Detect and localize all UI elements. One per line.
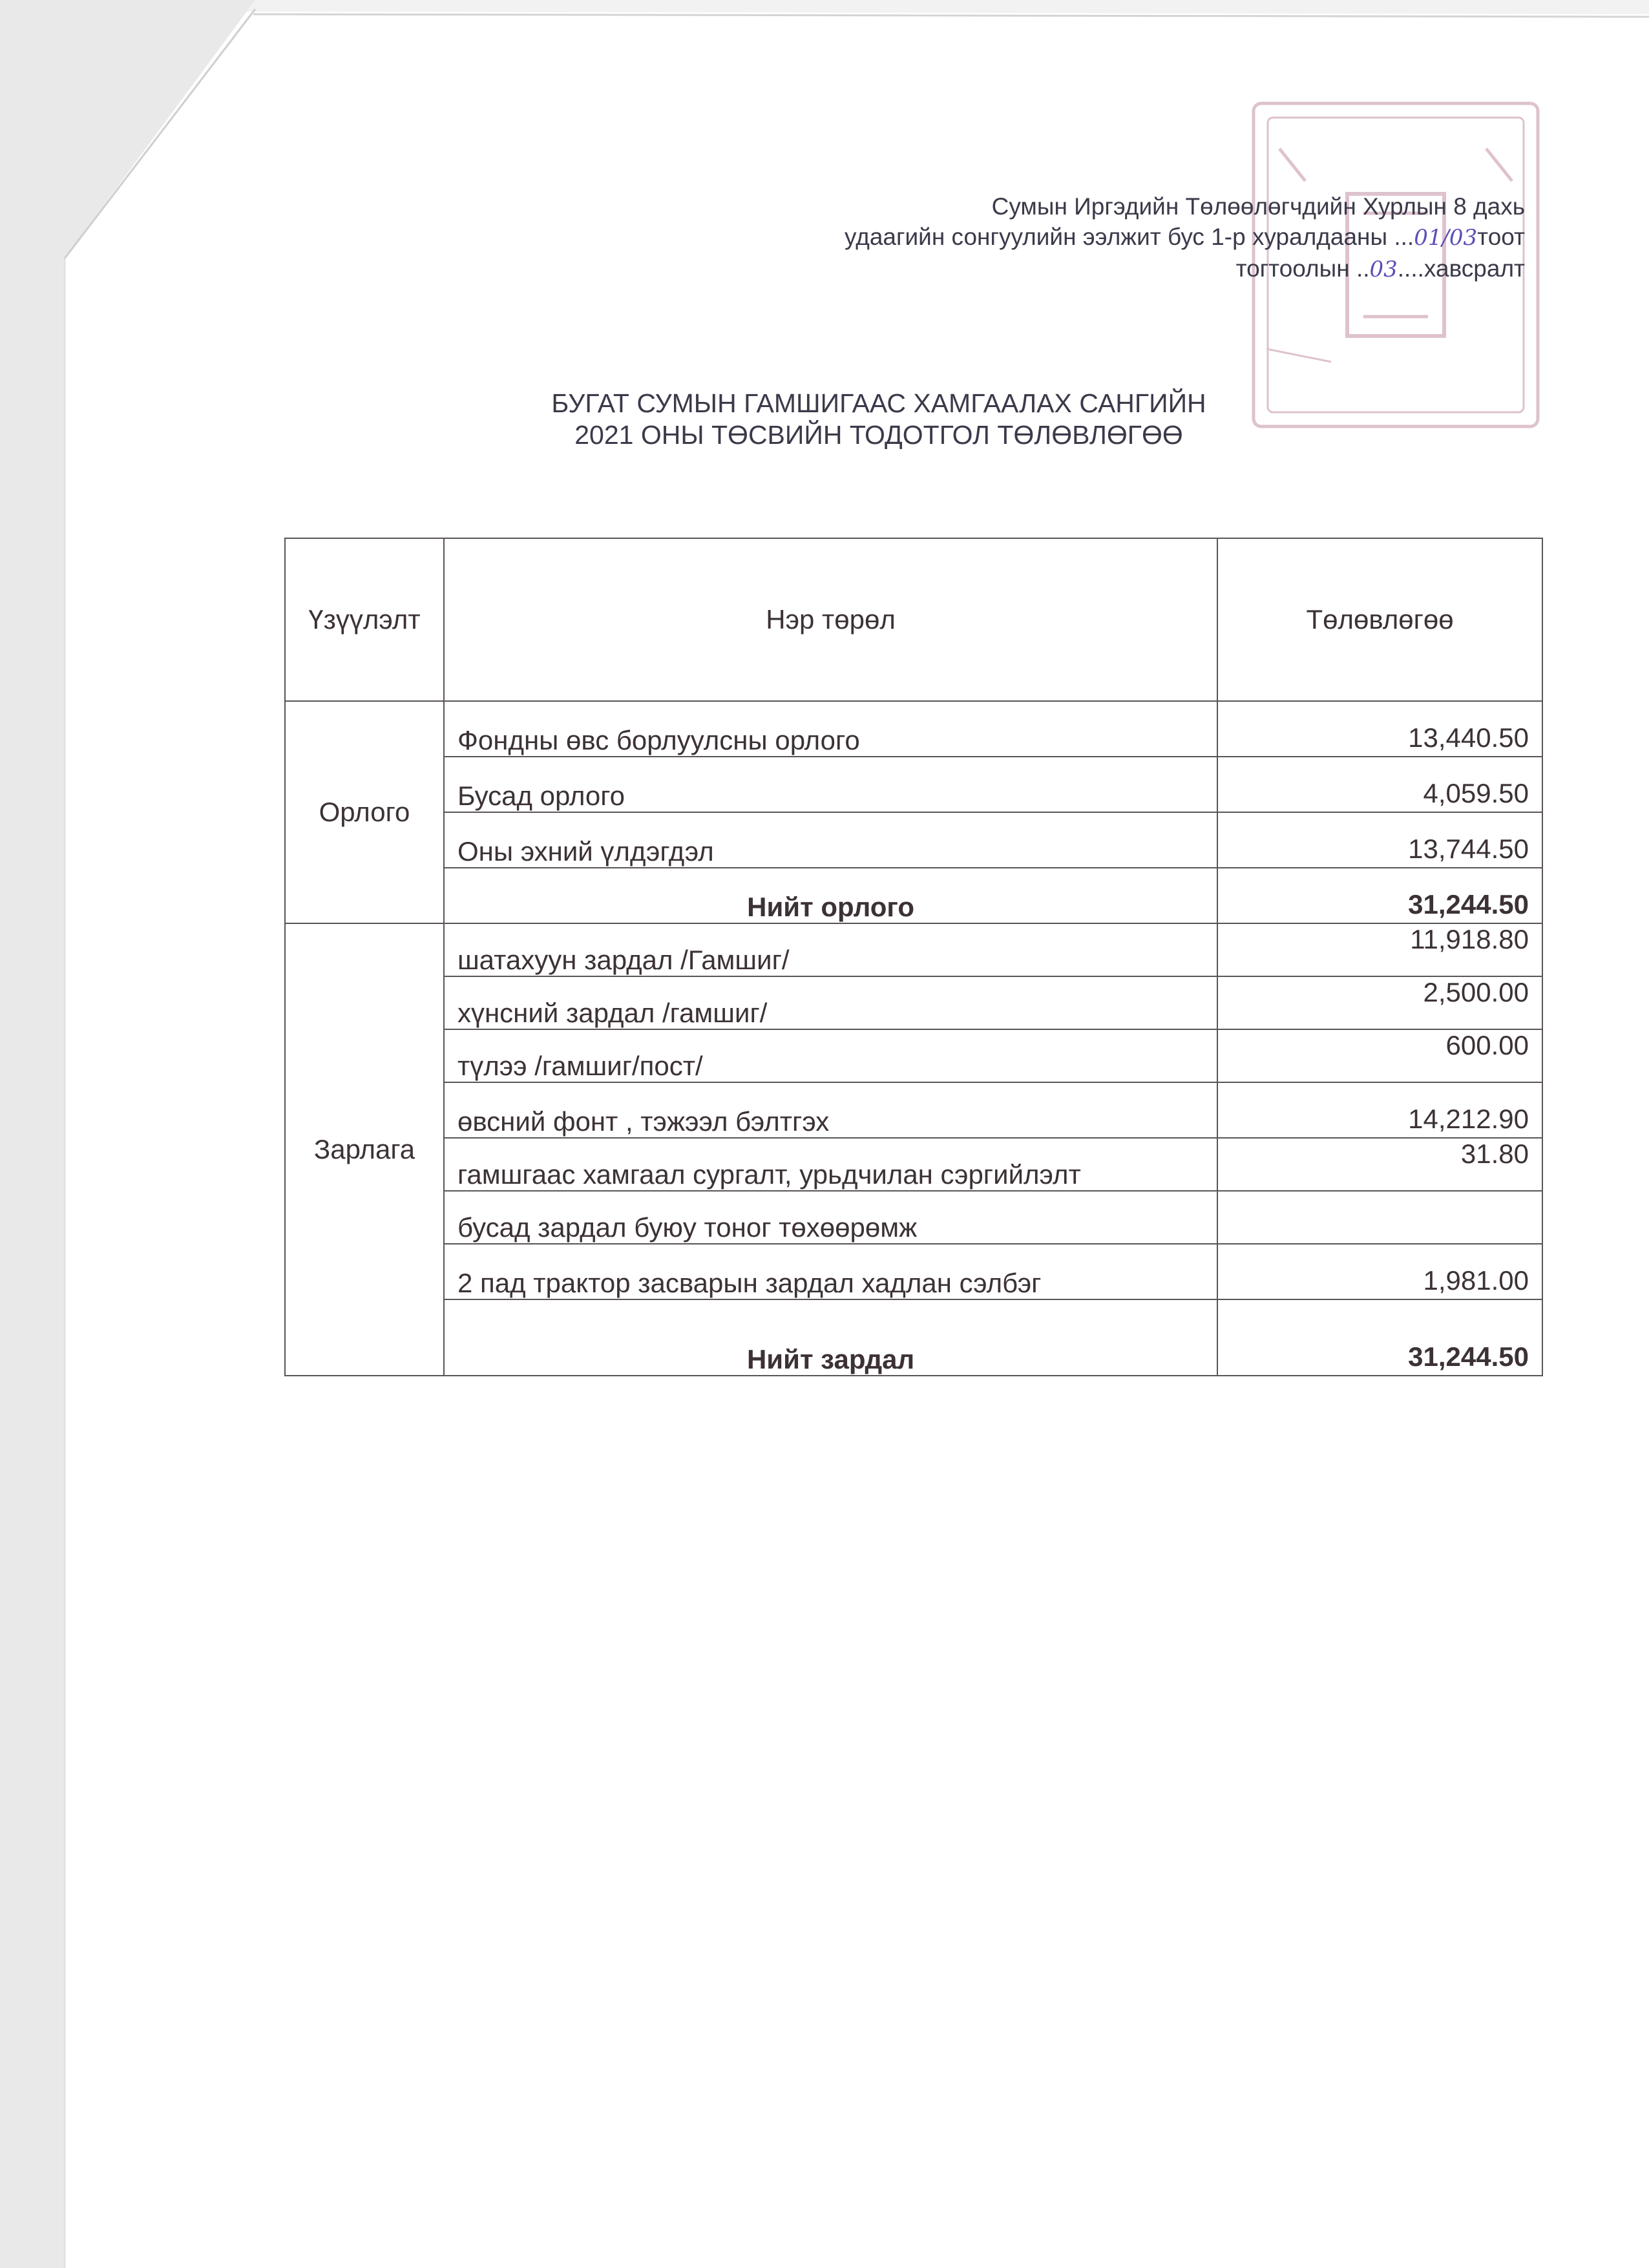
income-category-label: Орлого [285, 701, 444, 923]
row-name: өвсний фонт , тэжээл бэлтгэх [444, 1082, 1217, 1138]
row-value: 1,981.00 [1217, 1244, 1542, 1299]
annex-note-line-1: Сумын Иргэдийн Төлөөлөгчдийн Хурлын 8 дахь [991, 193, 1525, 220]
row-name: түлээ /гамшиг/пост/ [444, 1029, 1217, 1082]
row-value: 2,500.00 [1217, 976, 1542, 1029]
header-indicator: Үзүүлэлт [285, 538, 444, 701]
table-row [285, 1138, 1542, 1191]
handwritten-resolution-number: 03 [1369, 257, 1398, 282]
row-name: хүнсний зардал /гамшиг/ [444, 976, 1217, 1029]
row-value: 13,440.50 [1217, 701, 1542, 757]
header-plan: Төлөвлөгөө [1217, 538, 1542, 701]
header-item-type: Нэр төрөл [444, 538, 1217, 701]
table-header-row [285, 538, 1542, 701]
annex-note-line-3-suffix: ....хавсралт [1397, 255, 1525, 282]
table-row [285, 812, 1542, 868]
row-name: Оны эхний үлдэгдэл [444, 812, 1217, 868]
table-row [285, 1082, 1542, 1138]
annex-note-line-3-prefix: тогтоолын .. [1235, 255, 1370, 282]
annex-note-line-3 [620, 253, 1525, 285]
row-name: Фондны өвс борлуулсны орлого [444, 701, 1217, 757]
handwritten-meeting-number: 01/03 [1414, 225, 1478, 251]
row-name: шатахуун зардал /Гамшиг/ [444, 923, 1217, 976]
row-name: гамшгаас хамгаал сургалт, урьдчилан сэргийлэлт [444, 1138, 1217, 1191]
table-row [285, 701, 1542, 757]
annex-note-line-2-suffix: тоот [1477, 224, 1525, 250]
row-value [1217, 1191, 1542, 1244]
row-value: 14,212.90 [1217, 1082, 1542, 1138]
table-row [285, 1244, 1542, 1299]
row-name: 2 пад трактор засварын зардал хадлан сэлбэг [444, 1244, 1217, 1299]
expense-total-row [285, 1299, 1542, 1376]
row-name: бусад зардал буюу тоног төхөөрөмж [444, 1191, 1217, 1244]
row-value: 31.80 [1217, 1138, 1542, 1191]
title-line-2: 2021 ОНЫ ТӨСВИЙН ТОДОТГОЛ ТӨЛӨВЛӨГӨӨ [574, 420, 1183, 450]
table-row [285, 1029, 1542, 1082]
row-value: 4,059.50 [1217, 757, 1542, 812]
income-total-row [285, 868, 1542, 923]
table-row [285, 757, 1542, 812]
table-row [285, 976, 1542, 1029]
annex-note-line-2-text: удаагийн сонгуулийн ээлжит бус 1-р хуралдааны [844, 224, 1394, 250]
row-name: Бусад орлого [444, 757, 1217, 812]
annex-note-line-2 [620, 222, 1525, 253]
table-row [285, 923, 1542, 976]
annex-note-line-2-dots: ... [1394, 224, 1414, 250]
expense-total-label: Нийт зардал [444, 1299, 1217, 1376]
row-value: 13,744.50 [1217, 812, 1542, 868]
income-total-value: 31,244.50 [1217, 868, 1542, 923]
income-total-label: Нийт орлого [444, 868, 1217, 923]
title-line-1: БУГАТ СУМЫН ГАМШИГААС ХАМГААЛАХ САНГИЙН [551, 388, 1206, 418]
table-row [285, 1191, 1542, 1244]
row-value: 600.00 [1217, 1029, 1542, 1082]
expense-total-value: 31,244.50 [1217, 1299, 1542, 1376]
expense-category-label: Зарлага [285, 923, 444, 1376]
resolution-annex-note [620, 191, 1525, 285]
row-value: 11,918.80 [1217, 923, 1542, 976]
budget-table [284, 538, 1543, 1376]
document-title [452, 388, 1305, 451]
